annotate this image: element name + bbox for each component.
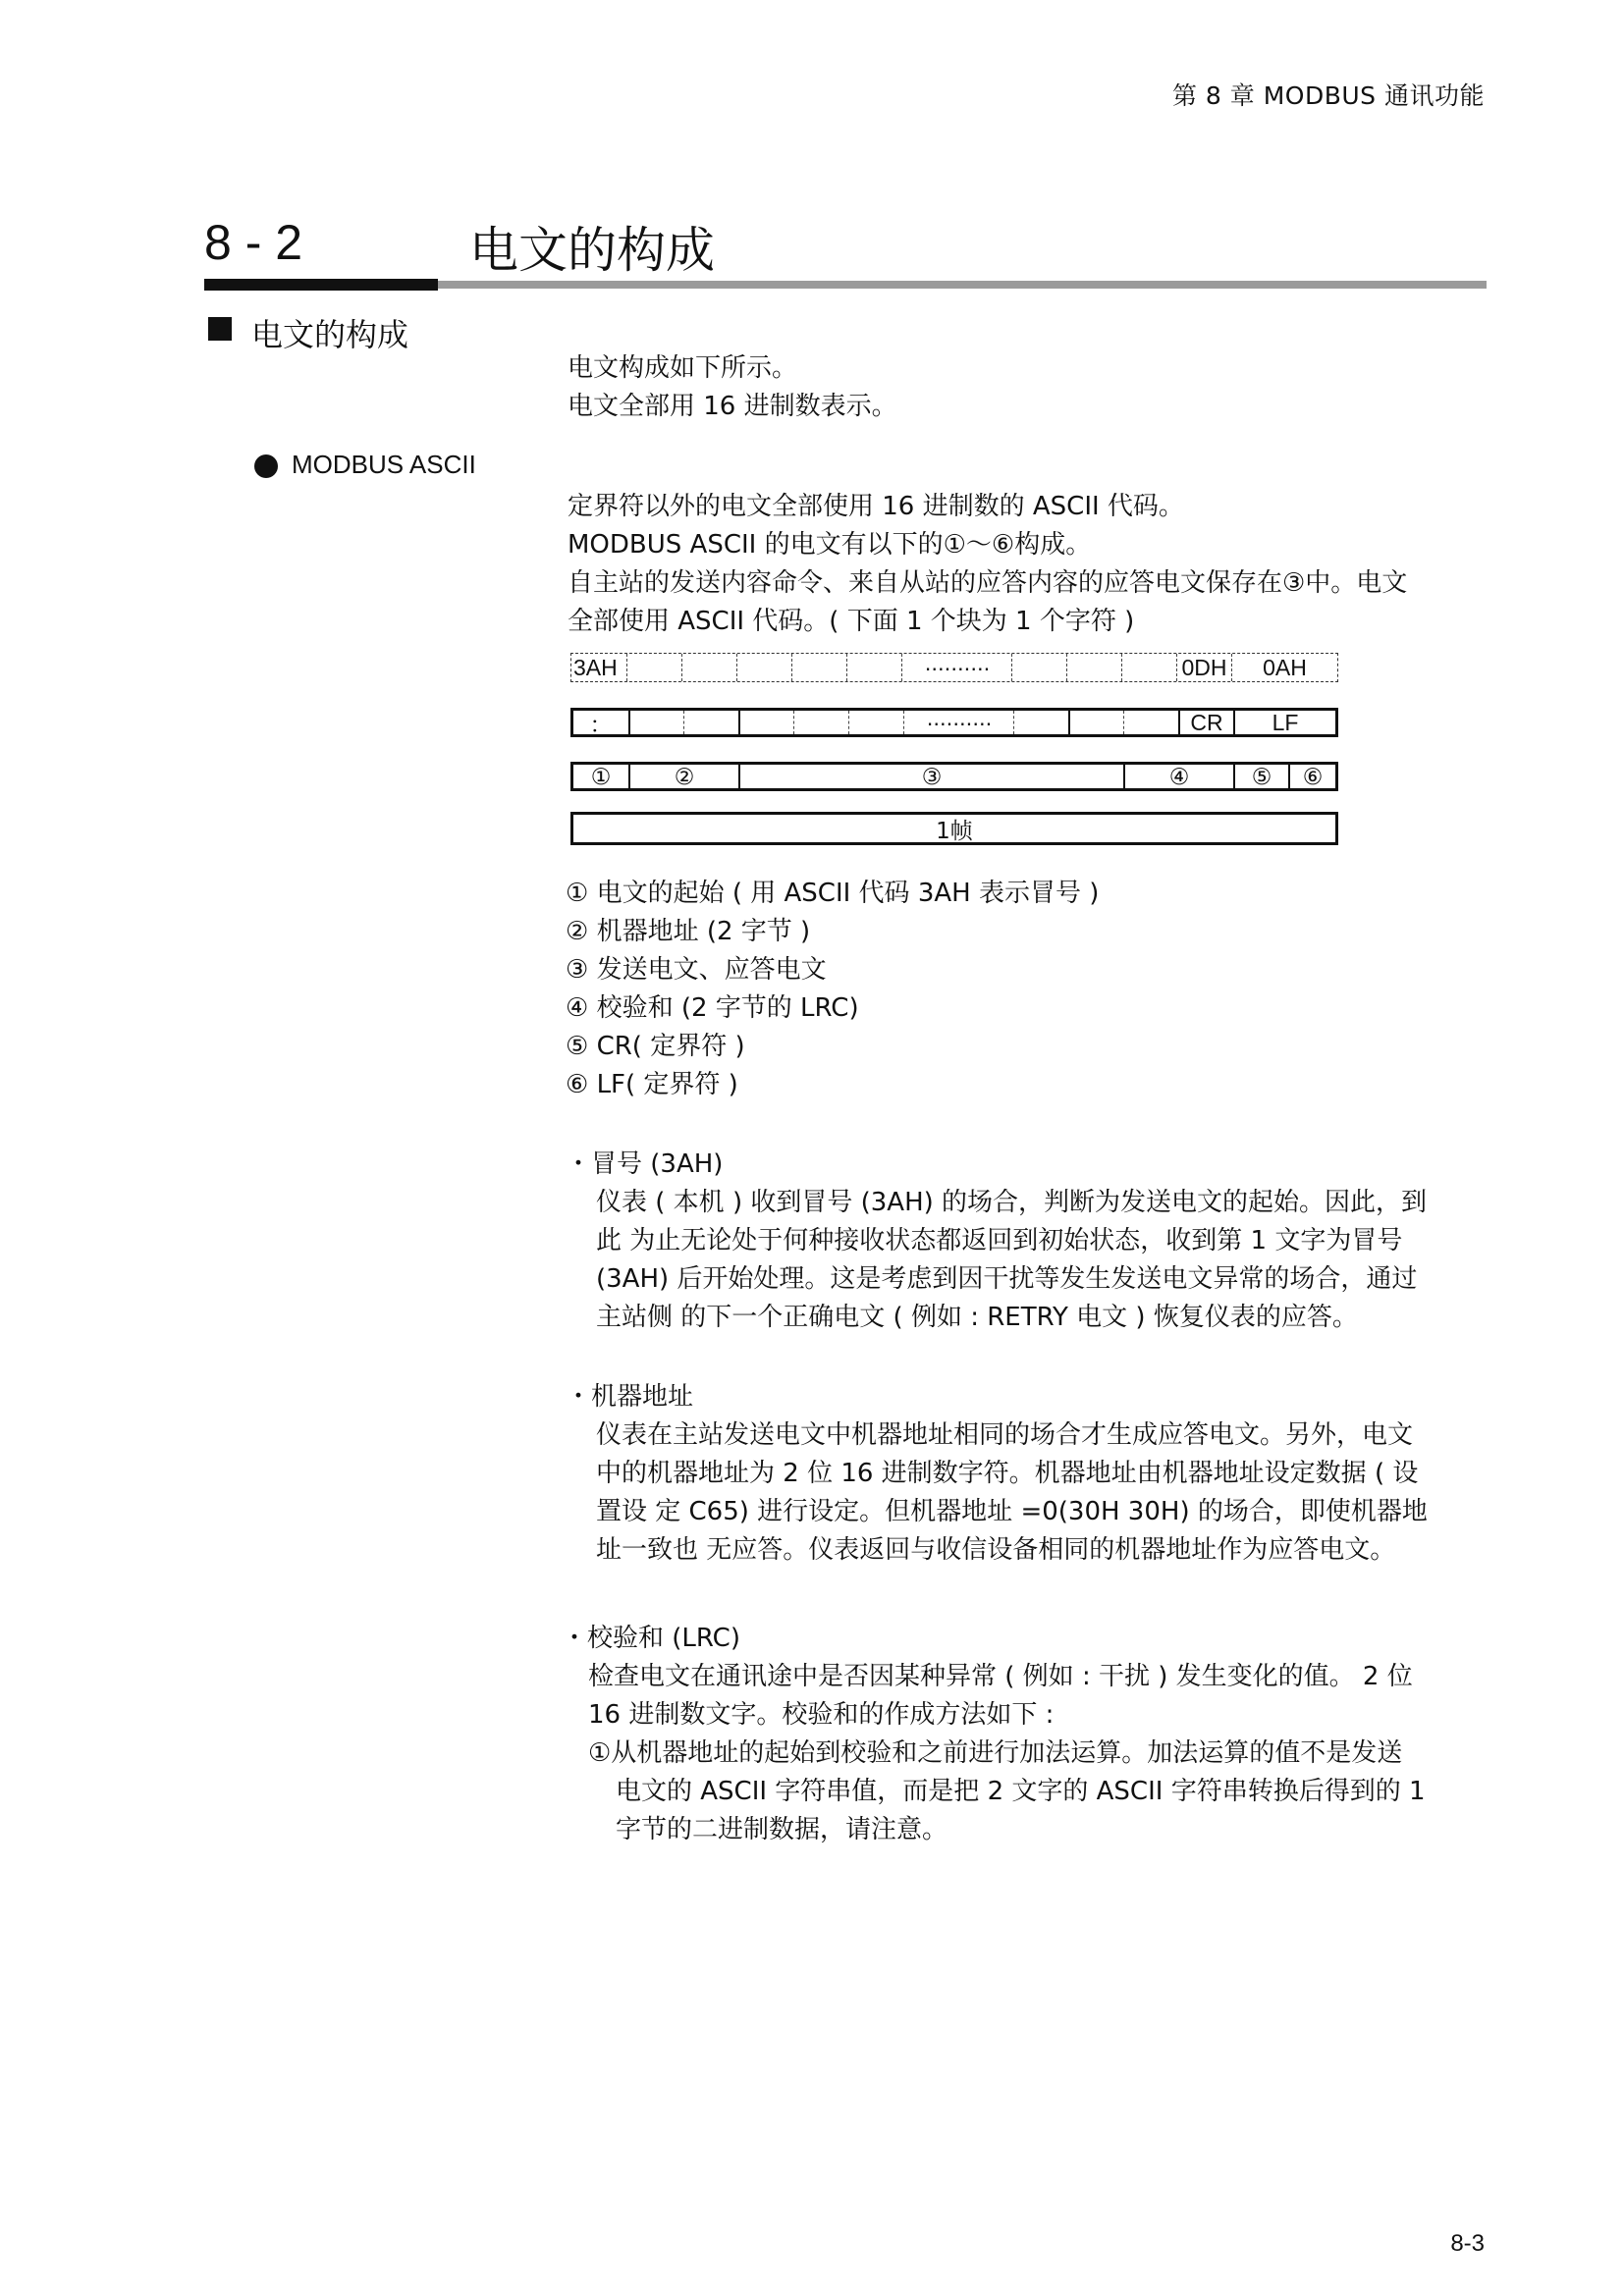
body-line: 主站侧 的下一个正确电文 ( 例如 : RETRY 电文 ) 恢复仪表的应答。 bbox=[596, 1303, 1358, 1332]
hex-cell bbox=[1011, 654, 1066, 681]
legend-item: ② 机器地址 (2 字节 ) bbox=[566, 917, 811, 946]
paragraph-line: 自主站的发送内容命令、来自从站的应答内容的应答电文保存在③中。电文 bbox=[568, 568, 1408, 598]
square-bullet-icon bbox=[208, 317, 232, 341]
legend-item: ① 电文的起始 ( 用 ASCII 代码 3AH 表示冒号 ) bbox=[566, 879, 1100, 908]
subsection-title: 电文的构成 bbox=[251, 316, 409, 353]
part-cell-1: ① bbox=[590, 763, 612, 789]
part-cell-4: ④ bbox=[1123, 765, 1233, 788]
frame-part-row bbox=[570, 762, 1338, 791]
char-cell bbox=[1013, 711, 1068, 734]
char-cell bbox=[848, 711, 903, 734]
char-cell bbox=[683, 711, 738, 734]
body-line: 此 为止无论处于何种接收状态都返回到初始状态，收到第 1 文字为冒号 bbox=[596, 1226, 1403, 1255]
hex-cell bbox=[846, 654, 901, 681]
legend-item: ③ 发送电文、应答电文 bbox=[566, 955, 827, 985]
body-line: 中的机器地址为 2 位 16 进制数字符。机器地址由机器地址设定数据 ( 设 bbox=[596, 1459, 1419, 1488]
hex-cell bbox=[791, 654, 846, 681]
hex-cell-lf: 0AH bbox=[1231, 654, 1337, 681]
frame-total-label: 1帧 bbox=[936, 818, 973, 844]
legend-item: ⑤ CR( 定界符 ) bbox=[566, 1032, 745, 1061]
part-cell-6: ⑥ bbox=[1288, 765, 1335, 788]
hex-cell bbox=[736, 654, 791, 681]
body-line: 仪表 ( 本机 ) 收到冒号 (3AH) 的场合，判断为发送电文的起始。因此，到 bbox=[596, 1188, 1428, 1217]
page-number: 8-3 bbox=[1450, 2230, 1485, 2257]
paragraph-line: 定界符以外的电文全部使用 16 进制数的 ASCII 代码。 bbox=[568, 492, 1184, 521]
frame-char-row bbox=[570, 708, 1338, 737]
lrc-section-body bbox=[588, 1658, 1413, 1735]
legend-item: ⑥ LF( 定界符 ) bbox=[566, 1070, 738, 1099]
intro-line-2: 电文全部用 16 进制数表示。 bbox=[568, 392, 897, 421]
body-line: 检查电文在通讯途中是否因某种异常 ( 例如 : 干扰 ) 发生变化的值。 2 位 bbox=[588, 1662, 1413, 1691]
char-cell-lf: LF bbox=[1233, 711, 1335, 734]
hex-cell-ellipsis: ·········· bbox=[901, 654, 1011, 681]
frame-legend bbox=[566, 875, 1099, 1104]
intro-line-1: 电文构成如下所示。 bbox=[568, 353, 798, 383]
section-number: 8 - 2 bbox=[204, 215, 303, 270]
paragraph-line: 全部使用 ASCII 代码。( 下面 1 个块为 1 个字符 ) bbox=[568, 607, 1135, 636]
step-line: 字节的二进制数据，请注意。 bbox=[616, 1815, 948, 1844]
hex-cell bbox=[626, 654, 681, 681]
hex-cell-cr: 0DH bbox=[1176, 654, 1231, 681]
hex-cell bbox=[1121, 654, 1176, 681]
colon-section-title: ・冒号 (3AH) bbox=[566, 1149, 724, 1179]
part-cell-2: ② bbox=[628, 765, 738, 788]
char-cell bbox=[793, 711, 848, 734]
char-cell bbox=[738, 711, 793, 734]
hex-cell-start: 3AH bbox=[573, 654, 618, 680]
legend-item: ④ 校验和 (2 字节的 LRC) bbox=[566, 993, 859, 1023]
colon-section-body bbox=[596, 1184, 1427, 1337]
frame-total-row bbox=[570, 812, 1338, 845]
frame-hex-row bbox=[570, 653, 1338, 682]
chapter-header: 第 8 章 MODBUS 通讯功能 bbox=[1171, 81, 1485, 110]
char-cell bbox=[1068, 711, 1123, 734]
round-bullet-icon bbox=[254, 454, 278, 478]
step-line: 电文的 ASCII 字符串值，而是把 2 文字的 ASCII 字符串转换后得到的 1 bbox=[616, 1777, 1426, 1806]
address-section-body bbox=[596, 1416, 1428, 1570]
body-line: (3AH) 后开始处理。这是考虑到因干扰等发生发送电文异常的场合，通过 bbox=[596, 1264, 1418, 1294]
lrc-section-title: ・校验和 (LRC) bbox=[562, 1624, 740, 1653]
body-line: 置设 定 C65) 进行设定。但机器地址 =0(30H 30H) 的场合，即使机器地 bbox=[596, 1497, 1428, 1526]
modbus-ascii-label: MODBUS ASCII bbox=[292, 450, 476, 479]
body-line: 16 进制数文字。校验和的作成方法如下 : bbox=[588, 1700, 1055, 1730]
lrc-step-1 bbox=[588, 1735, 1426, 1849]
paragraph-line: MODBUS ASCII 的电文有以下的①～⑥构成。 bbox=[568, 530, 1092, 560]
char-cell bbox=[1123, 711, 1178, 734]
modbus-ascii-paragraph bbox=[568, 488, 1407, 641]
body-line: 址一致也 无应答。仪表返回与收信设备相同的机器地址作为应答电文。 bbox=[596, 1535, 1396, 1565]
section-rule-dark bbox=[204, 279, 438, 291]
body-line: 仪表在主站发送电文中机器地址相同的场合才生成应答电文。另外，电文 bbox=[596, 1420, 1414, 1450]
address-section-title: ・机器地址 bbox=[566, 1382, 694, 1412]
hex-cell bbox=[681, 654, 736, 681]
char-cell bbox=[628, 711, 683, 734]
char-cell-ellipsis: ·········· bbox=[903, 711, 1013, 734]
char-cell-colon: ： bbox=[589, 711, 613, 737]
section-title: 电文的构成 bbox=[469, 222, 715, 279]
step-line: ①从机器地址的起始到校验和之前进行加法运算。加法运算的值不是发送 bbox=[588, 1738, 1403, 1768]
part-cell-3: ③ bbox=[738, 765, 1123, 788]
char-cell-cr: CR bbox=[1178, 711, 1233, 734]
hex-cell bbox=[1066, 654, 1121, 681]
part-cell-5: ⑤ bbox=[1233, 765, 1288, 788]
section-rule-gray bbox=[438, 281, 1487, 289]
